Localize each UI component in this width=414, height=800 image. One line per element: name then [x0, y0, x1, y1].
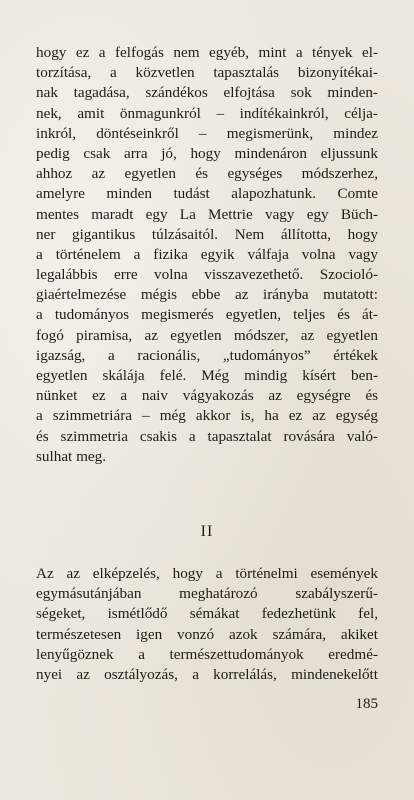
text-line: legalábbis erre volna visszavezethető. Szocioló- — [36, 266, 378, 284]
text-line: nyei az osztályozás, a korrelálás, mindenekelőtt — [36, 665, 378, 683]
text-line: a tudományos megismerés egyetlen, teljes és át- — [36, 306, 378, 324]
text-line: hogy ez a felfogás nem egyéb, mint a tények el- — [36, 44, 378, 61]
text-line: pedig csak arra jó, hogy mindenáron eljussunk — [36, 144, 378, 162]
text-line: és szimmetria csakis a tapasztalat rovására való- — [36, 427, 378, 445]
text-line: ségeket, ismétlődő sémákat fedezhetünk fel, — [36, 605, 378, 623]
text-line: ahhoz az egyetlen és egységes módszerhez, — [36, 165, 378, 183]
text-line: igazság, a racionális, „tudományos” értékek — [36, 346, 378, 364]
text-line: fogó piramisa, az egyetlen módszer, az egyetlen — [36, 326, 378, 344]
text-line: inkról, döntéseinkről – megismerünk, mindez — [36, 124, 378, 142]
text-line: nak tagadása, szándékos elfojtása sok minden- — [36, 84, 378, 102]
text-line: torzítása, a közvetlen tapasztalás bizonyítékai- — [36, 64, 378, 82]
page-number: 185 — [355, 696, 378, 712]
text-line: nek, amit önmagunkról – indítékainkról, célja- — [36, 104, 378, 122]
text-line: a történelem a fizika egyik válfaja volna vagy — [36, 245, 378, 263]
text-line: egymásutánjában meghatározó szabályszerű- — [36, 585, 378, 603]
text-line: természetesen igen vonzó azok számára, akiket — [36, 625, 378, 643]
text-line: nünket ez a naiv vágyakozás az egységre és — [36, 387, 378, 405]
paragraph-continuation — [36, 43, 378, 467]
section-heading: II — [200, 523, 214, 540]
paragraph-section-ii — [36, 564, 378, 685]
text-line: giaértelmezése mégis ebbe az irányba mutatott: — [36, 286, 378, 304]
text-line: mentes maradt egy La Mettrie vagy egy Büch- — [36, 205, 378, 223]
text-line: ner gigantikus túlzásaitól. Nem állította, hogy — [36, 225, 378, 243]
text-line: sulhat meg. — [36, 447, 107, 465]
text-line: egyetlen skálája felé. Még mindig kísért ben- — [36, 367, 378, 384]
text-line: a szimmetriára – még akkor is, ha ez az egység — [36, 407, 378, 425]
text-line: lenyűgöznek a természettudományok eredmé- — [36, 645, 378, 663]
text-line: amelyre minden tudást alapozhatunk. Comte — [36, 185, 378, 203]
text-line: Az az elképzelés, hogy a történelmi események — [36, 565, 378, 582]
